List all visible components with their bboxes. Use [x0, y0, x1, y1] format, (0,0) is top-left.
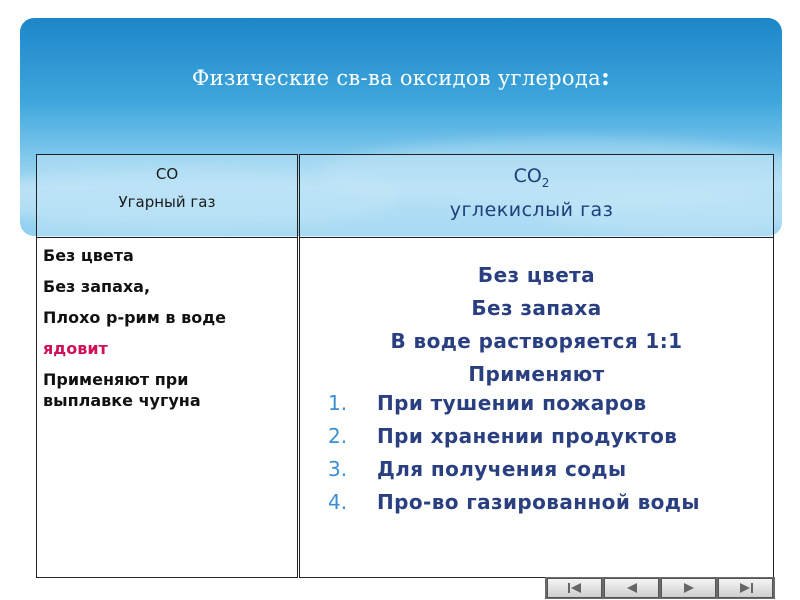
last-slide-icon — [737, 582, 755, 594]
co2-formula — [300, 165, 763, 190]
co-column-header — [37, 155, 297, 238]
list-item-number: 3. — [328, 457, 348, 481]
co2-formula-subscript: 2 — [541, 175, 550, 190]
co2-formula-base: CO — [513, 165, 542, 187]
co-formula: CO — [155, 165, 179, 183]
co2-property: Без цвета — [477, 263, 596, 287]
co-property: Без запаха, — [43, 277, 151, 296]
co2-property: Без запаха — [471, 296, 602, 320]
co2-property: Применяют — [468, 362, 605, 386]
slide-navigation-bar — [545, 577, 775, 599]
list-item-number: 1. — [328, 391, 348, 415]
list-item-text: Про-во газированной воды — [377, 490, 700, 514]
list-item-text: При тушении пожаров — [377, 391, 647, 415]
co2-uses-list — [300, 391, 773, 515]
co-property: выплавке чугуна — [43, 391, 201, 410]
co-property: Плохо р-рим в воде — [43, 308, 226, 327]
slide-title — [20, 62, 782, 91]
list-item-text: При хранении продуктов — [377, 424, 678, 448]
co-property: Без цвета — [43, 246, 134, 265]
last-slide-button[interactable] — [718, 578, 773, 598]
co2-column — [299, 154, 774, 578]
co2-property: В воде растворяется 1:1 — [390, 329, 683, 353]
list-item-number: 2. — [328, 424, 348, 448]
comparison-table — [36, 154, 774, 578]
co-name: Угарный газ — [118, 193, 216, 211]
list-item — [300, 424, 773, 449]
co2-properties — [300, 259, 773, 523]
list-item — [300, 391, 773, 416]
list-item — [300, 490, 773, 515]
slide-title-colon: : — [600, 62, 611, 91]
first-slide-icon — [566, 582, 584, 594]
next-slide-button[interactable] — [661, 578, 716, 598]
first-slide-button[interactable] — [547, 578, 602, 598]
slide-title-text: Физические св-ва оксидов углерода — [191, 66, 601, 90]
previous-slide-icon — [623, 582, 641, 594]
list-item — [300, 457, 773, 482]
co-property: Применяют при — [43, 370, 189, 389]
list-item-text: Для получения соды — [377, 457, 627, 481]
co2-name: углекислый газ — [449, 199, 614, 221]
co-property-toxic: ядовит — [43, 339, 108, 358]
list-item-number: 4. — [328, 490, 348, 514]
next-slide-icon — [680, 582, 698, 594]
co-column — [36, 154, 298, 578]
co-properties — [43, 245, 295, 411]
previous-slide-button[interactable] — [604, 578, 659, 598]
co2-column-header — [300, 155, 773, 238]
